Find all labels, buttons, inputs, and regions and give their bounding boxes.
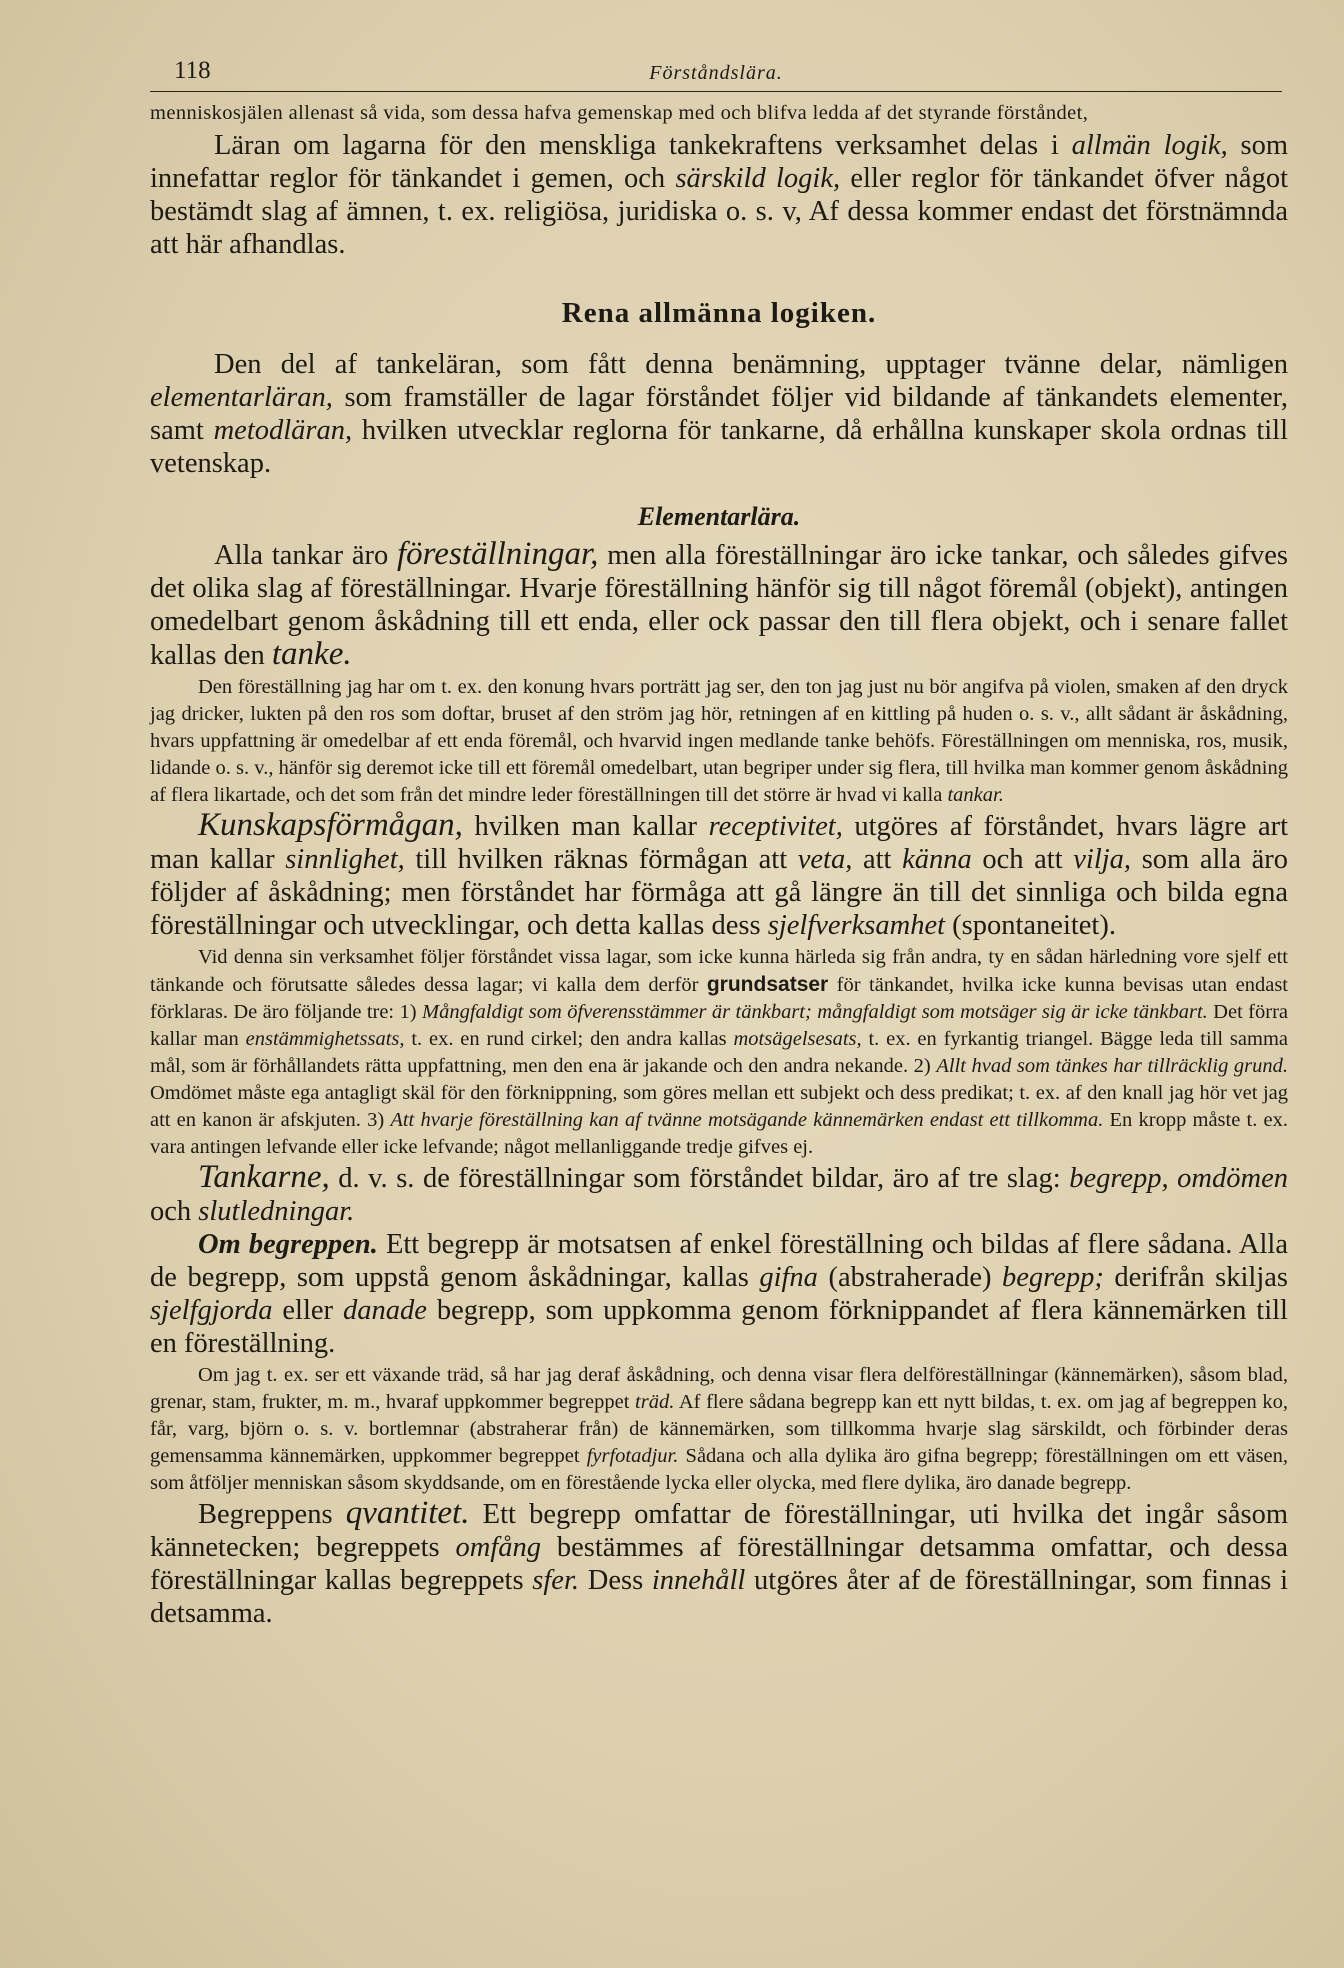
page-body — [150, 100, 1288, 1630]
subsection-heading: Elementarlära. — [637, 502, 801, 531]
paragraph-10: Om jag t. ex. ser ett växande träd, så har jag deraf åskådning, och denna visar flera delföreställningar (kännemärken), såsom blad, grenar, stam, frukter, m. m., hvaraf uppkommer begreppet träd. Af flere sådana begrepp kan ett nytt bildas, t. ex. om jag af begreppen ko, får, varg, björn o. s. v. bortlemnar (abstraherar från) de kännemärken, som tillkomma hvarje slag särskildt, och förbinder deras gemensamma kännemärken, uppkommer begreppet fyrfotadjur. Sådana och alla dylika äro gifna begrepp; föreställningen om ett väsen, som åtföljer menniskan såsom skyddsande, om en förestående lycka eller olycka, med flere dylika, äro danade begrepp. — [150, 1364, 1289, 1494]
page-number: 118 — [174, 57, 211, 84]
running-title: Förståndslära. — [649, 62, 783, 84]
section-heading: Rena allmänna logiken. — [561, 297, 877, 329]
paragraph-5: Den föreställning jag har om t. ex. den konung hvars porträtt jag ser, den ton jag just nu bör angifva på violen, smaken af den dryck jag dricker, lukten på den ros som doftar, bruset af den ström jag hör, retningen af en kittling på huden o. s. v., allt sådant är åskådning, hvars uppfattning är omedelbar af ett enda föremål, och hvarvid ingen medlande tanke behöfs. Föreställningen om menniska, ros, musik, lidande o. s. v., hänför sig deremot icke till ett föremål omedelbart, utan begriper under sig flera, till hvilka man kommer genom åskådning af flera likartade, och det som från det mindre leder föreställningen till det större är hvad vi kalla tankar. — [150, 676, 1288, 806]
paragraph-9: Om begreppen. Ett begrepp är motsatsen af enkel föreställning och bildas af flere sådana. Alla de begrepp, som uppstå genom åskådningar, kallas gifna (abstraherade) begrepp; derifrån skiljas sjelfgjorda eller danade begrepp, som uppkomma genom förknippandet af flera kännemärken till en föreställning. — [150, 1229, 1289, 1359]
paragraph-11: Begreppens qvantitet. Ett begrepp omfattar de föreställningar, uti hvilka det ingår såsom kännetecken; begreppets omfång bestämmes af föreställningar detsamma omfattar, och dessa föreställningar kallas begreppets sfer. Dess innehåll utgöres åter af de föreställningar, som finnas i detsamma. — [150, 1495, 1289, 1629]
paragraph-8: Tankarne, d. v. s. de föreställningar som förståndet bildar, äro af tre slag: begrepp, omdömen och slutledningar. — [150, 1159, 1288, 1227]
paragraph-3: Den del af tankeläran, som fått denna benämning, upptager tvänne delar, nämligen elementarläran, som framställer de lagar förståndet följer vid bildande af tänkandets elementer, samt metodläran, hvilken utvecklar reglorna för tankarne, då erhållna kunskaper skola ordnas till vetenskap. — [150, 349, 1289, 479]
paragraph-2: Läran om lagarna för den menskliga tankekraftens verksamhet delas i allmän logik, som innefattar reglor för tänkandet i gemen, och särskild logik, eller reglor för tänkandet öfver något bestämdt slag af ämnen, t. ex. religiösa, juridiska o. s. v, Af dessa kommer endast det förstnämnda att här afhandlas. — [150, 130, 1289, 260]
paragraph-1: menniskosjälen allenast så vida, som dessa hafva gemenskap med och blifva ledda af det styrande förståndet, — [150, 102, 1089, 124]
paragraph-6: Kunskapsförmågan, hvilken man kallar receptivitet, utgöres af förståndet, hvars lägre art man kallar sinnlighet, till hvilken räknas förmågan att veta, att känna och att vilja, som alla äro följder af åskådning; men förståndet har förmåga att gå längre än till det sinnliga och bilda egna föreställningar och utvecklingar, och detta kallas dess sjelfverksamhet (spontaneitet). — [150, 807, 1288, 941]
paragraph-7: Vid denna sin verksamhet följer förståndet vissa lagar, som icke kunna härleda sig från andra, ty en sådan härledning vore sjelf ett tänkande och förutsatte således dessa lagar; vi kalla dem derför grundsatser för tänkandet, hvilka icke kunna bevisas utan endast förklaras. De äro följande tre: 1) Mångfaldigt som öfverensstämmer är tänkbart; mångfaldigt som motsäger sig är icke tänkbart. Det förra kallar man enstämmighetssats, t. ex. en rund cirkel; den andra kallas motsägelsesats, t. ex. en fyrkantig triangel. Bägge leda till samma mål, som är förhållandets rätta uppfattning, men den ena är jakande och den andra nekande. 2) Allt hvad som tänkes har tillräcklig grund. Omdömet måste ega antagligt skäl för den förknippning, som göres mellan ett subjekt och dess predikat; t. ex. af den knall jag hör vet jag att en kanon är afskjuten. 3) Att hvarje föreställning kan af tvänne motsägande kännemärken endast ett tillkomma. En kropp måste t. ex. vara antingen lefvande eller icke lefvande; något mellanliggande tredje gifves ej. — [150, 946, 1288, 1158]
paragraph-4: Alla tankar äro föreställningar, men alla föreställningar äro icke tankar, och således gifves det olika slag af föreställningar. Hvarje föreställning hänför sig till något föremål (objekt), antingen omedelbart genom åskådning till ett enda, eller ock passar den till flera objekt, och i senare fallet kallas den tanke. — [150, 536, 1288, 672]
page-header — [150, 57, 1282, 92]
